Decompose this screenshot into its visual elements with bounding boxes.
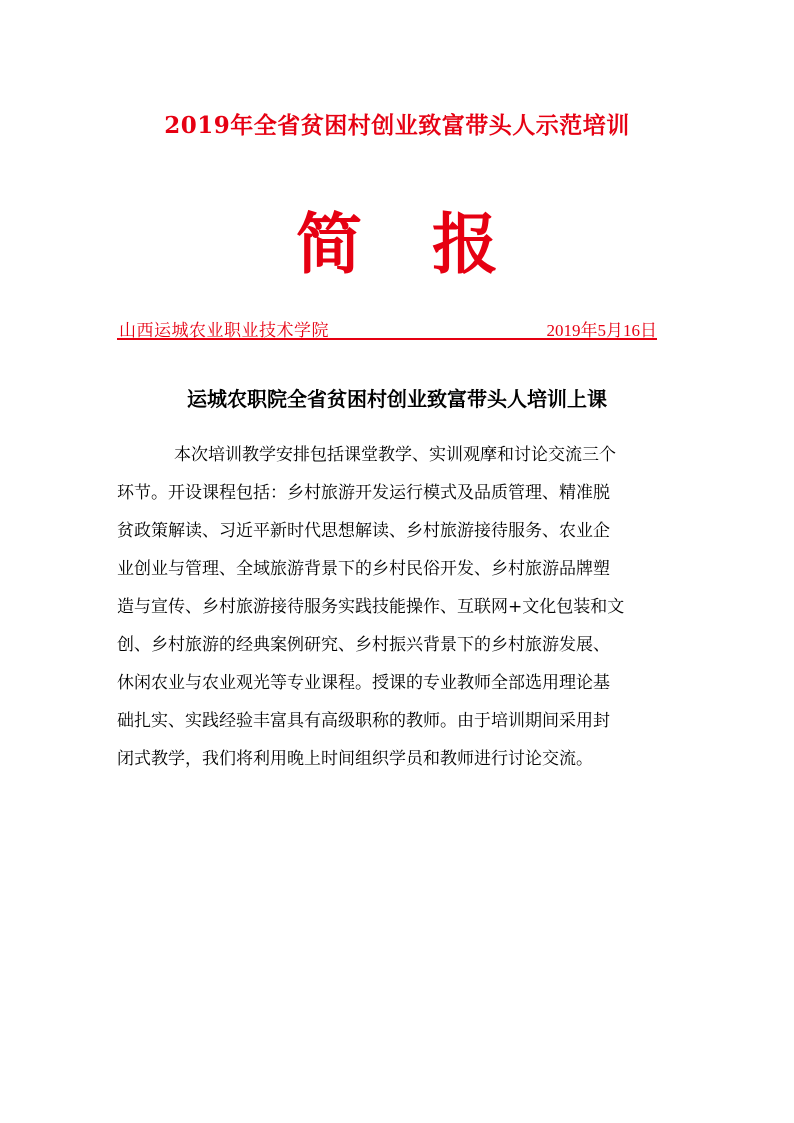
body-line: 创、乡村旅游的经典案例研究、乡村振兴背景下的乡村旅游发展、 [117, 635, 610, 655]
body-line: 贫政策解读、习近平新时代思想解读、乡村旅游接待服务、农业企 [117, 521, 610, 541]
organization-name: 山西运城农业职业技术学院 [119, 321, 329, 341]
article-title: 运城农职院全省贫困村创业致富带头人培训上课 [187, 387, 607, 411]
body-line: 闭式教学，我们将利用晚上时间组织学员和教师进行讨论交流。 [117, 749, 593, 769]
masthead-title: 简报 [296, 206, 568, 283]
body-line: 休闲农业与农业观光等专业课程。授课的专业教师全部选用理论基 [117, 673, 610, 693]
body-line: 本次培训教学安排包括课堂教学、实训观摩和讨论交流三个 [174, 445, 616, 465]
body-line: 业创业与管理、全域旅游背景下的乡村民俗开发、乡村旅游品牌塑 [117, 559, 610, 579]
body-line: 础扎实、实践经验丰富具有高级职称的教师。由于培训期间采用封 [117, 711, 610, 731]
body-line: 环节。开设课程包括：乡村旅游开发运行模式及品质管理、精准脱 [117, 483, 610, 503]
dateline-bar [117, 316, 657, 340]
publish-date: 2019年5月16日 [546, 321, 657, 340]
training-title: 2019年全省贫困村创业致富带头人示范培训 [164, 112, 630, 139]
body-line: 造与宣传、乡村旅游接待服务实践技能操作、互联网+文化包装和文 [117, 597, 625, 617]
article-body [117, 436, 677, 778]
